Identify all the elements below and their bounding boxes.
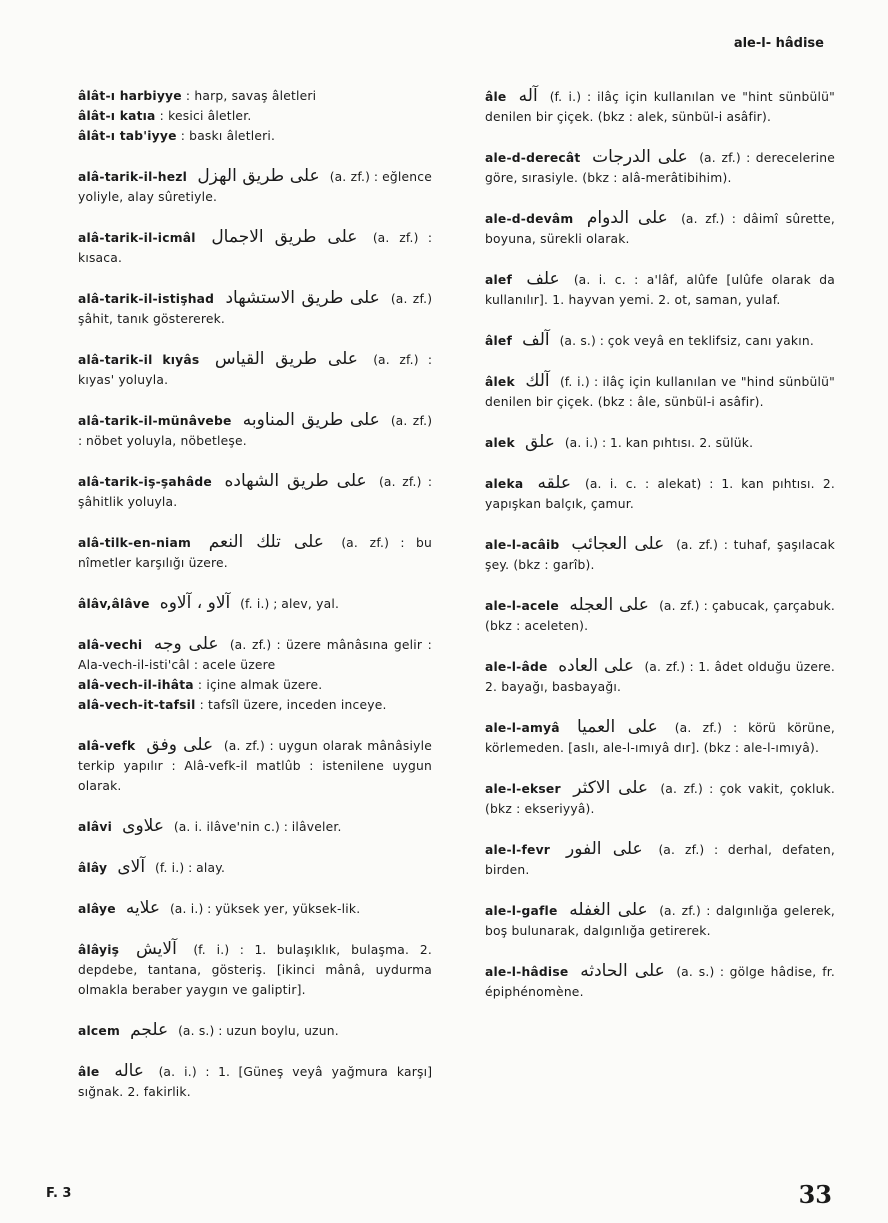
entry-arabic-script: على الحادثه bbox=[580, 961, 665, 981]
entry-definition: (a. zf.) : dalgınlığa gelerek, boş bulunarak, dalgınlığa getirerek. bbox=[485, 904, 836, 938]
entry-arabic-script: آلف bbox=[522, 330, 550, 350]
entry-arabic-script: آلايش bbox=[135, 939, 177, 959]
dictionary-entry bbox=[461, 473, 835, 514]
entry-headword: ale-l-amyâ bbox=[485, 721, 560, 735]
entry-headword: aleka bbox=[485, 477, 524, 491]
entry-arabic-script: عاله bbox=[114, 1061, 144, 1081]
dictionary-entry bbox=[461, 839, 835, 880]
left-column bbox=[54, 86, 432, 1122]
page-number: 33 bbox=[798, 1180, 832, 1209]
dictionary-entry bbox=[54, 1061, 432, 1102]
dictionary-entry bbox=[54, 166, 432, 207]
entry-headword: alâ-tarik-il-icmâl bbox=[78, 231, 196, 245]
entry-headword: alek bbox=[485, 436, 515, 450]
entry-arabic-script: آلاى bbox=[117, 857, 146, 877]
entry-arabic-script: على الدوام bbox=[586, 208, 668, 228]
dictionary-entry bbox=[54, 675, 432, 695]
entry-arabic-script: آله bbox=[518, 86, 538, 106]
entry-headword: ale-l-ekser bbox=[485, 782, 561, 796]
entry-definition: (a. zf.) : kıyas' yoluyla. bbox=[78, 353, 433, 387]
entry-headword: âlâv,âlâve bbox=[78, 597, 150, 611]
dictionary-entry bbox=[461, 961, 835, 1002]
entry-definition: (f. i.) : ilâç için kullanılan ve "hint sünbülü" denilen bir çiçek. (bkz : alek, sünbül-i asâfir). bbox=[485, 90, 835, 124]
entry-definition: : baskı âletleri. bbox=[180, 129, 276, 143]
entry-definition: (a. zf.) : derecelerine göre, sırasiyle. (bkz : alâ-merâtibihim). bbox=[485, 151, 836, 185]
entry-arabic-script: آلك bbox=[525, 371, 550, 391]
entry-arabic-script: على الغفله bbox=[569, 900, 648, 920]
entry-headword: alâ-tarik-il-istişhad bbox=[78, 292, 215, 306]
entry-definition: (f. i.) : 1. bulaşıklık, bulaşma. 2. depdebe, tantana, gösteriş. [ikinci mânâ, uydurma olmakla beraber yaygın ve galiptir]. bbox=[78, 943, 432, 997]
dictionary-entry bbox=[461, 208, 835, 249]
entry-definition: (f. i.) ; alev, yal. bbox=[240, 597, 340, 611]
entry-arabic-script: علاوى bbox=[122, 816, 164, 836]
entry-definition: (a. zf.) : üzere mânâsına gelir : Ala-vech-il-isti'câl : acele üzere bbox=[78, 638, 432, 672]
entry-headword: alâ-tarik-iş-şahâde bbox=[78, 475, 212, 489]
entry-headword: ale-l-âde bbox=[485, 660, 548, 674]
dictionary-entry bbox=[54, 227, 432, 268]
entry-headword: alâ-tarik-il-hezl bbox=[78, 170, 188, 184]
entry-headword: âle bbox=[78, 1065, 100, 1079]
entry-definition: (a. zf.) : eğlence yoliyle, alay sûretiyle. bbox=[78, 170, 433, 204]
entry-definition: (a. zf.) : dâimî sûrette, boyuna, sürekli olarak. bbox=[485, 212, 836, 246]
dictionary-entry bbox=[54, 349, 432, 390]
entry-headword: alâ-vefk bbox=[78, 739, 136, 753]
entry-definition: (a. zf.) şâhit, tanık göstererek. bbox=[78, 292, 432, 326]
dictionary-entry bbox=[54, 735, 432, 796]
entry-headword: alâ-tarik-il-münâvebe bbox=[78, 414, 232, 428]
entry-definition: (a. zf.) : bu nîmetler karşılığı üzere. bbox=[78, 536, 433, 570]
dictionary-entry bbox=[54, 695, 432, 715]
entry-arabic-script: على العميا bbox=[576, 717, 658, 737]
entry-definition: (a. zf.) : şâhitlik yoluyla. bbox=[78, 475, 433, 509]
entry-headword: alâ-tilk-en-niam bbox=[78, 536, 191, 550]
entry-definition: (a. i. c. : alekat) : 1. kan pıhtısı. 2. yapışkan balçık, çamur. bbox=[485, 477, 835, 511]
entry-arabic-script: علف bbox=[526, 269, 560, 289]
entry-definition: : içine almak üzere. bbox=[197, 678, 323, 692]
entry-headword: alâ-vech-il-ihâta bbox=[78, 678, 194, 692]
entry-definition: (a. s.) : gölge hâdise, fr. épiphénomène. bbox=[485, 965, 835, 999]
entry-arabic-script: على وفق bbox=[146, 735, 214, 755]
dictionary-entry bbox=[461, 86, 835, 127]
entry-headword: alâ-tarik-il kıyâs bbox=[78, 353, 200, 367]
entry-definition: : kesici âletler. bbox=[159, 109, 252, 123]
dictionary-entry bbox=[461, 269, 835, 310]
entry-headword: ale-l-fevr bbox=[485, 843, 551, 857]
entry-headword: alâ-vechi bbox=[78, 638, 143, 652]
entry-arabic-script: على طريق الاجمال bbox=[211, 227, 358, 247]
entry-headword: âlât-ı tab'iyye bbox=[78, 129, 177, 143]
entry-arabic-script: على الاكثر bbox=[573, 778, 649, 798]
entry-definition: : tafsîl üzere, inceden inceye. bbox=[199, 698, 387, 712]
entry-arabic-script: على الدرجات bbox=[592, 147, 688, 167]
dictionary-entry bbox=[461, 778, 835, 819]
dictionary-entry bbox=[461, 432, 835, 453]
entry-arabic-script: علق bbox=[524, 432, 555, 452]
entry-headword: ale-d-derecât bbox=[485, 151, 581, 165]
dictionary-entry bbox=[54, 898, 432, 919]
entry-definition: : harp, savaş âletleri bbox=[185, 89, 317, 103]
entry-arabic-script: على وجه bbox=[153, 634, 219, 654]
entry-arabic-script: علقه bbox=[537, 473, 572, 493]
entry-headword: alâvi bbox=[78, 820, 113, 834]
entry-definition: (a. zf.) : çok vakit, çokluk. (bkz : ekseriyyâ). bbox=[485, 782, 835, 816]
dictionary-entry bbox=[461, 656, 835, 697]
running-header: ale-l- hâdise bbox=[733, 36, 824, 51]
entry-definition: (f. i.) : ilâç için kullanılan ve "hind sünbülü" denilen bir çiçek. (bkz : âle, sünbül-i asâfir). bbox=[485, 375, 835, 409]
entry-arabic-script: على العجله bbox=[569, 595, 649, 615]
dictionary-entry bbox=[461, 717, 835, 758]
entry-definition: (f. i.) : alay. bbox=[155, 861, 226, 875]
dictionary-entry bbox=[461, 900, 835, 941]
entry-headword: âlât-ı harbiyye bbox=[78, 89, 182, 103]
entry-definition: (a. zf.) : 1. âdet olduğu üzere. 2. bayağı, basbayağı. bbox=[485, 660, 836, 694]
dictionary-entry bbox=[461, 371, 835, 412]
dictionary-entry bbox=[54, 106, 432, 126]
entry-definition: (a. zf.) : körü körüne, körlemeden. [aslı, ale-l-ımıyâ dır]. (bkz : ale-l-ımıyâ). bbox=[485, 721, 835, 755]
entry-arabic-script: علجم bbox=[130, 1020, 169, 1040]
dictionary-entry bbox=[54, 532, 432, 573]
dictionary-entry bbox=[54, 86, 432, 106]
entry-definition: (a. s.) : çok veyâ en teklifsiz, canı yakın. bbox=[559, 334, 814, 348]
entry-definition: (a. zf.) : tuhaf, şaşılacak şey. (bkz : garîb). bbox=[485, 538, 835, 572]
dictionary-entry bbox=[461, 534, 835, 575]
entry-headword: âlâyiş bbox=[78, 943, 120, 957]
dictionary-entry bbox=[54, 634, 432, 675]
entry-headword: ale-l-acâib bbox=[485, 538, 560, 552]
entry-arabic-script: على طريق الاستشهاد bbox=[225, 288, 380, 308]
dictionary-entry bbox=[461, 147, 835, 188]
dictionary-entry bbox=[461, 595, 835, 636]
entry-headword: alâye bbox=[78, 902, 116, 916]
entry-definition: (a. s.) : uzun boylu, uzun. bbox=[178, 1024, 339, 1038]
dictionary-entry bbox=[54, 857, 432, 878]
dictionary-entry bbox=[54, 593, 432, 614]
dictionary-entry bbox=[54, 1020, 432, 1041]
entry-arabic-script: على طريق المناوبه bbox=[242, 410, 380, 430]
entry-headword: ale-l-hâdise bbox=[485, 965, 569, 979]
signature-mark: F. 3 bbox=[46, 1186, 72, 1201]
entry-definition: (a. i. ilâve'nin c.) : ilâveler. bbox=[173, 820, 342, 834]
entry-definition: (a. zf.) : nöbet yoluyla, nöbetleşe. bbox=[78, 414, 432, 448]
entry-arabic-script: على الفور bbox=[566, 839, 643, 859]
dictionary-entry bbox=[54, 939, 432, 1000]
right-column bbox=[461, 86, 835, 1022]
entry-headword: âlek bbox=[485, 375, 515, 389]
entry-definition: (a. zf.) : çabucak, çarçabuk. (bkz : aceleten). bbox=[485, 599, 835, 633]
entry-definition: (a. zf.) : kısaca. bbox=[78, 231, 433, 265]
dictionary-entry bbox=[54, 288, 432, 329]
entry-arabic-script: علايه bbox=[125, 898, 161, 918]
entry-headword: ale-l-acele bbox=[485, 599, 559, 613]
entry-arabic-script: على العجائب bbox=[571, 534, 665, 554]
entry-headword: âlât-ı katıa bbox=[78, 109, 156, 123]
entry-headword: âlây bbox=[78, 861, 108, 875]
entry-definition: (a. zf.) : uygun olarak mânâsiyle terkip yapılır : Alâ-vefk-il matlûb : istenilene uygun olarak. bbox=[78, 739, 432, 793]
entry-arabic-script: على طريق القياس bbox=[214, 349, 358, 369]
entry-headword: ale-d-devâm bbox=[485, 212, 574, 226]
entry-headword: âlef bbox=[485, 334, 513, 348]
entry-arabic-script: على العاده bbox=[558, 656, 634, 676]
entry-definition: (a. i.) : 1. [Güneş veyâ yağmura karşı] sığnak. 2. fakirlik. bbox=[78, 1065, 432, 1099]
entry-definition: (a. i.) : 1. kan pıhtısı. 2. sülük. bbox=[564, 436, 754, 450]
entry-definition: (a. i.) : yüksek yer, yüksek-lik. bbox=[169, 902, 361, 916]
entry-headword: alcem bbox=[78, 1024, 120, 1038]
entry-definition: (a. zf.) : derhal, defaten, birden. bbox=[485, 843, 835, 877]
entry-arabic-script: على طريق الهزل bbox=[197, 166, 320, 186]
dictionary-entry bbox=[54, 471, 432, 512]
entry-arabic-script: آلاو ، آلاوه bbox=[159, 593, 231, 613]
entry-headword: âle bbox=[485, 90, 507, 104]
dictionary-entry bbox=[54, 410, 432, 451]
dictionary-entry bbox=[54, 816, 432, 837]
dictionary-entry bbox=[54, 126, 432, 146]
entry-headword: ale-l-gafle bbox=[485, 904, 558, 918]
dictionary-entry bbox=[461, 330, 835, 351]
entry-arabic-script: على تلك النعم bbox=[208, 532, 324, 552]
entry-headword: alef bbox=[485, 273, 513, 287]
entry-arabic-script: على طريق الشهاده bbox=[224, 471, 367, 491]
entry-headword: alâ-vech-it-tafsil bbox=[78, 698, 196, 712]
entry-definition: (a. i. c. : a'lâf, alûfe [ulûfe olarak da kullanılır]. 1. hayvan yemi. 2. ot, saman, yulaf. bbox=[485, 273, 835, 307]
